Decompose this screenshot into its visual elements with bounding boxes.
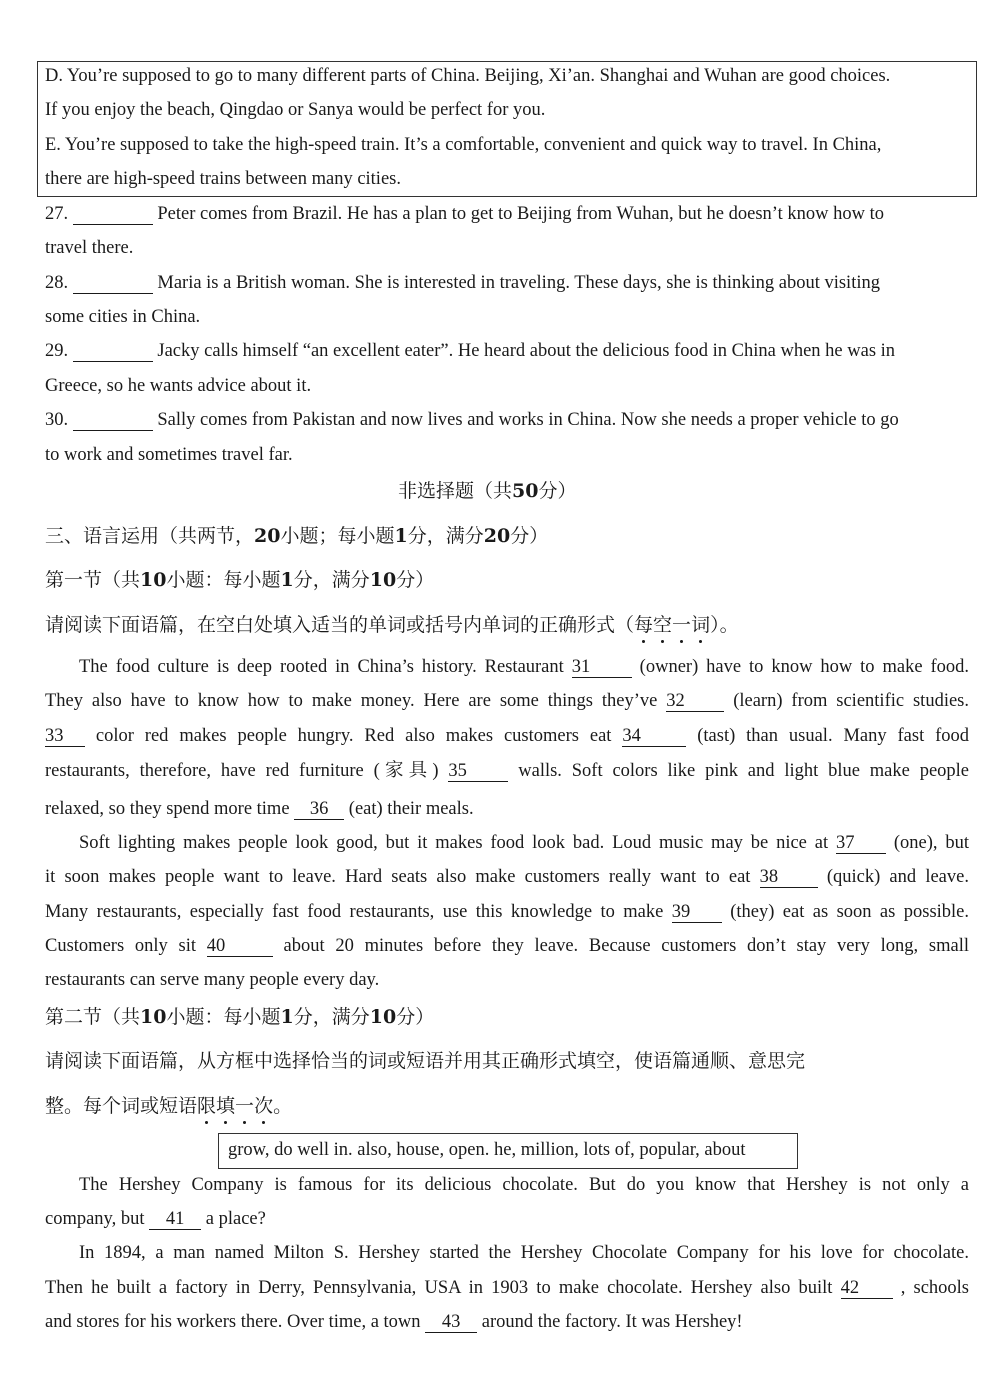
- question-30-cont: to work and sometimes travel far.: [45, 445, 293, 465]
- passage1-para2-line5: restaurants can serve many people every day.: [45, 970, 380, 990]
- answer-blank[interactable]: [73, 205, 153, 225]
- section1-instruction: 请阅读下面语篇，在空白处填入适当的单词或括号内单词的正确形式（每空一词）。: [45, 614, 739, 636]
- question-30: [45, 411, 899, 431]
- question-28: [45, 274, 880, 294]
- option-d-line2: If you enjoy the beach, Qingdao or Sanya would be perfect for you.: [45, 100, 546, 120]
- question-number: 30.: [45, 410, 69, 430]
- passage1-line2: They also have to know how to make money. Here are some things they’ve 32 (learn) from scientific studies.: [45, 691, 969, 711]
- section2-instruction-line1: 请阅读下面语篇，从方框中选择恰当的词或短语并用其正确形式填空，使语篇通顺、意思完: [45, 1050, 806, 1072]
- passage2-line5: and stores for his workers there. Over time, a town 43 around the factory. It was Hershey!: [45, 1312, 743, 1332]
- blank-35[interactable]: 35: [448, 762, 508, 782]
- answer-blank[interactable]: [73, 274, 153, 294]
- section2-heading: 第二节（共10小题：每小题1分，满分10分）: [45, 1006, 435, 1028]
- option-e-line1: E. You’re supposed to take the high-speed train. It’s a comfortable, convenient and quick way to travel. In China,: [45, 135, 882, 155]
- question-text: Peter comes from Brazil. He has a plan to get to Beijing from Wuhan, but he doesn’t know how to: [157, 204, 884, 224]
- section2-instruction-line2: 整。每个词或短语限填一次。: [45, 1095, 293, 1117]
- nonchoice-heading: 非选择题（共50分）: [398, 480, 577, 502]
- blank-31[interactable]: 31: [572, 658, 632, 678]
- blank-38[interactable]: 38: [760, 868, 818, 888]
- blank-42[interactable]: 42: [841, 1279, 893, 1299]
- passage2-line4: Then he built a factory in Derry, Pennsylvania, USA in 1903 to make chocolate. Hershey also built 42 , schools: [45, 1278, 969, 1298]
- blank-32[interactable]: 32: [666, 692, 724, 712]
- emphasis-char: 限: [197, 1095, 217, 1117]
- question-number: 28.: [45, 273, 69, 293]
- blank-41[interactable]: 41: [149, 1210, 201, 1230]
- emphasis-char: 词: [691, 614, 711, 636]
- passage2-line3: In 1894, a man named Milton S. Hershey started the Hershey Chocolate Company for his love for chocolate.: [79, 1243, 969, 1263]
- blank-34[interactable]: 34: [622, 727, 686, 747]
- passage1-para2-line1: Soft lighting makes people look good, but it makes food look bad. Loud music may be nice at 37 (one), but: [79, 833, 969, 853]
- emphasis-text: [634, 614, 710, 636]
- blank-36[interactable]: 36: [294, 800, 344, 820]
- emphasis-char: 一: [235, 1095, 255, 1117]
- passage2-line1: The Hershey Company is famous for its delicious chocolate. But do you know that Hershey is not only a: [79, 1175, 969, 1195]
- emphasis-char: 次: [254, 1095, 274, 1117]
- answer-blank[interactable]: [73, 342, 153, 362]
- question-number: 27.: [45, 204, 69, 224]
- emphasis-char: 一: [672, 614, 692, 636]
- section1-heading: 第一节（共10小题：每小题1分，满分10分）: [45, 569, 435, 591]
- passage1-line4: restaurants, therefore, have red furniture (家具) 35 walls. Soft colors like pink and light blue make people: [45, 761, 970, 781]
- passage2-line2: company, but 41 a place?: [45, 1209, 266, 1229]
- blank-33[interactable]: 33: [45, 727, 85, 747]
- passage1-para2-line2: it soon makes people want to leave. Hard seats also make customers really want to eat 38 (quick) and leave.: [45, 867, 969, 887]
- emphasis-char: 填: [216, 1095, 236, 1117]
- blank-37[interactable]: 37: [836, 834, 886, 854]
- passage1-para2-line4: Customers only sit 40 about 20 minutes before they leave. Because customers don’t stay very long, small: [45, 936, 969, 956]
- passage1-para2-line3: Many restaurants, especially fast food restaurants, use this knowledge to make 39 (they) eat as soon as possible.: [45, 902, 970, 922]
- question-27: [45, 205, 884, 225]
- question-text: Jacky calls himself “an excellent eater”. He heard about the delicious food in China when he was in: [157, 341, 896, 361]
- emphasis-char: 每: [634, 614, 654, 636]
- emphasis-text: [197, 1095, 273, 1117]
- passage1-line5: relaxed, so they spend more time 36 (eat) their meals.: [45, 799, 474, 819]
- word-bank-text: grow, do well in. also, house, open. he, million, lots of, popular, about: [228, 1140, 746, 1160]
- question-number: 29.: [45, 341, 69, 361]
- part3-heading: 三、语言运用（共两节，20小题；每小题1分，满分20分）: [45, 525, 549, 547]
- passage1-line3: 33 color red makes people hungry. Red also makes customers eat 34 (tast) than usual. Many fast food: [45, 726, 970, 746]
- option-e-line2: there are high-speed trains between many cities.: [45, 169, 401, 189]
- blank-39[interactable]: 39: [672, 903, 722, 923]
- blank-40[interactable]: 40: [207, 937, 273, 957]
- question-text: Maria is a British woman. She is interested in traveling. These days, she is thinking about visiting: [157, 273, 880, 293]
- option-d-line1: D. You’re supposed to go to many different parts of China. Beijing, Xi’an. Shanghai and Wuhan are good choices.: [45, 66, 891, 86]
- passage1-line1: The food culture is deep rooted in China’s history. Restaurant 31 (owner) have to know how to make food.: [79, 657, 970, 677]
- answer-blank[interactable]: [73, 411, 153, 431]
- question-text: Sally comes from Pakistan and now lives and works in China. Now she needs a proper vehicle to go: [157, 410, 899, 430]
- question-28-cont: some cities in China.: [45, 307, 201, 327]
- question-29: [45, 342, 895, 362]
- question-29-cont: Greece, so he wants advice about it.: [45, 376, 312, 396]
- blank-43[interactable]: 43: [425, 1313, 477, 1333]
- emphasis-char: 空: [653, 614, 673, 636]
- question-27-cont: travel there.: [45, 238, 134, 258]
